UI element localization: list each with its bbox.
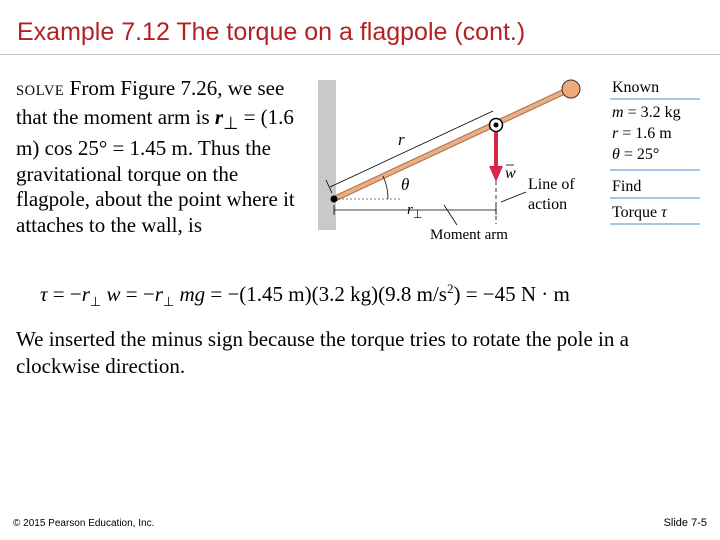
torque-equation: $\tau = -r_\perp$ $w = -r_\perp$ mg = −(1.45 m)(3.2 kg)(9.8 $m/s^2) = -45$ N · m: [40, 281, 570, 310]
copyright-footer: © 2015 Pearson Education, Inc.: [13, 518, 155, 529]
theta-arc: [383, 176, 388, 199]
known-find-panel: [610, 79, 700, 224]
label-w: w: [505, 165, 516, 182]
conclusion-text: We inserted the minus sign because the torque tries to rotate the pole in a clockwise direction.: [16, 327, 629, 378]
perp-symbol: ⊥: [223, 112, 239, 133]
solve-text-part-1: From Figure 7.26, we see that the moment arm is: [16, 76, 285, 129]
solve-paragraph: [16, 76, 316, 238]
label-moment-arm: Moment arm: [430, 227, 508, 243]
slide-number: Slide 7-5: [663, 517, 707, 529]
pole-ball: [562, 80, 580, 98]
known-mass: m = 3.2 kg: [612, 104, 681, 121]
solve-text-part-2: = (1.6 m) cos 25° = 1.45 m. Thus the gravitational torque on the flagpole, about the point where it attaches to the wall, is: [16, 104, 295, 237]
flagpole-figure: [300, 72, 710, 252]
label-theta: θ: [401, 175, 410, 194]
label-r: r: [398, 130, 405, 149]
find-label: Find: [612, 178, 642, 195]
r-dimension-line: [330, 111, 493, 187]
known-angle: θ = 25°: [612, 146, 660, 163]
wall: [318, 80, 336, 230]
solve-label: SOLVE: [16, 83, 65, 99]
label-r-perp: $r_\perp$: [407, 202, 423, 221]
eq-tau: τ: [40, 282, 48, 306]
r-symbol: r: [214, 104, 224, 129]
weight-arrow-head: [489, 166, 503, 182]
title-divider: [0, 54, 720, 55]
known-label: Known: [612, 79, 660, 96]
slide-title: Example 7.12 The torque on a flagpole (cont.): [17, 18, 526, 46]
find-torque: Torque τ: [612, 204, 667, 221]
label-line-of: Line of: [528, 176, 575, 193]
label-action: action: [528, 196, 568, 213]
known-length: r = 1.6 m: [612, 125, 672, 142]
